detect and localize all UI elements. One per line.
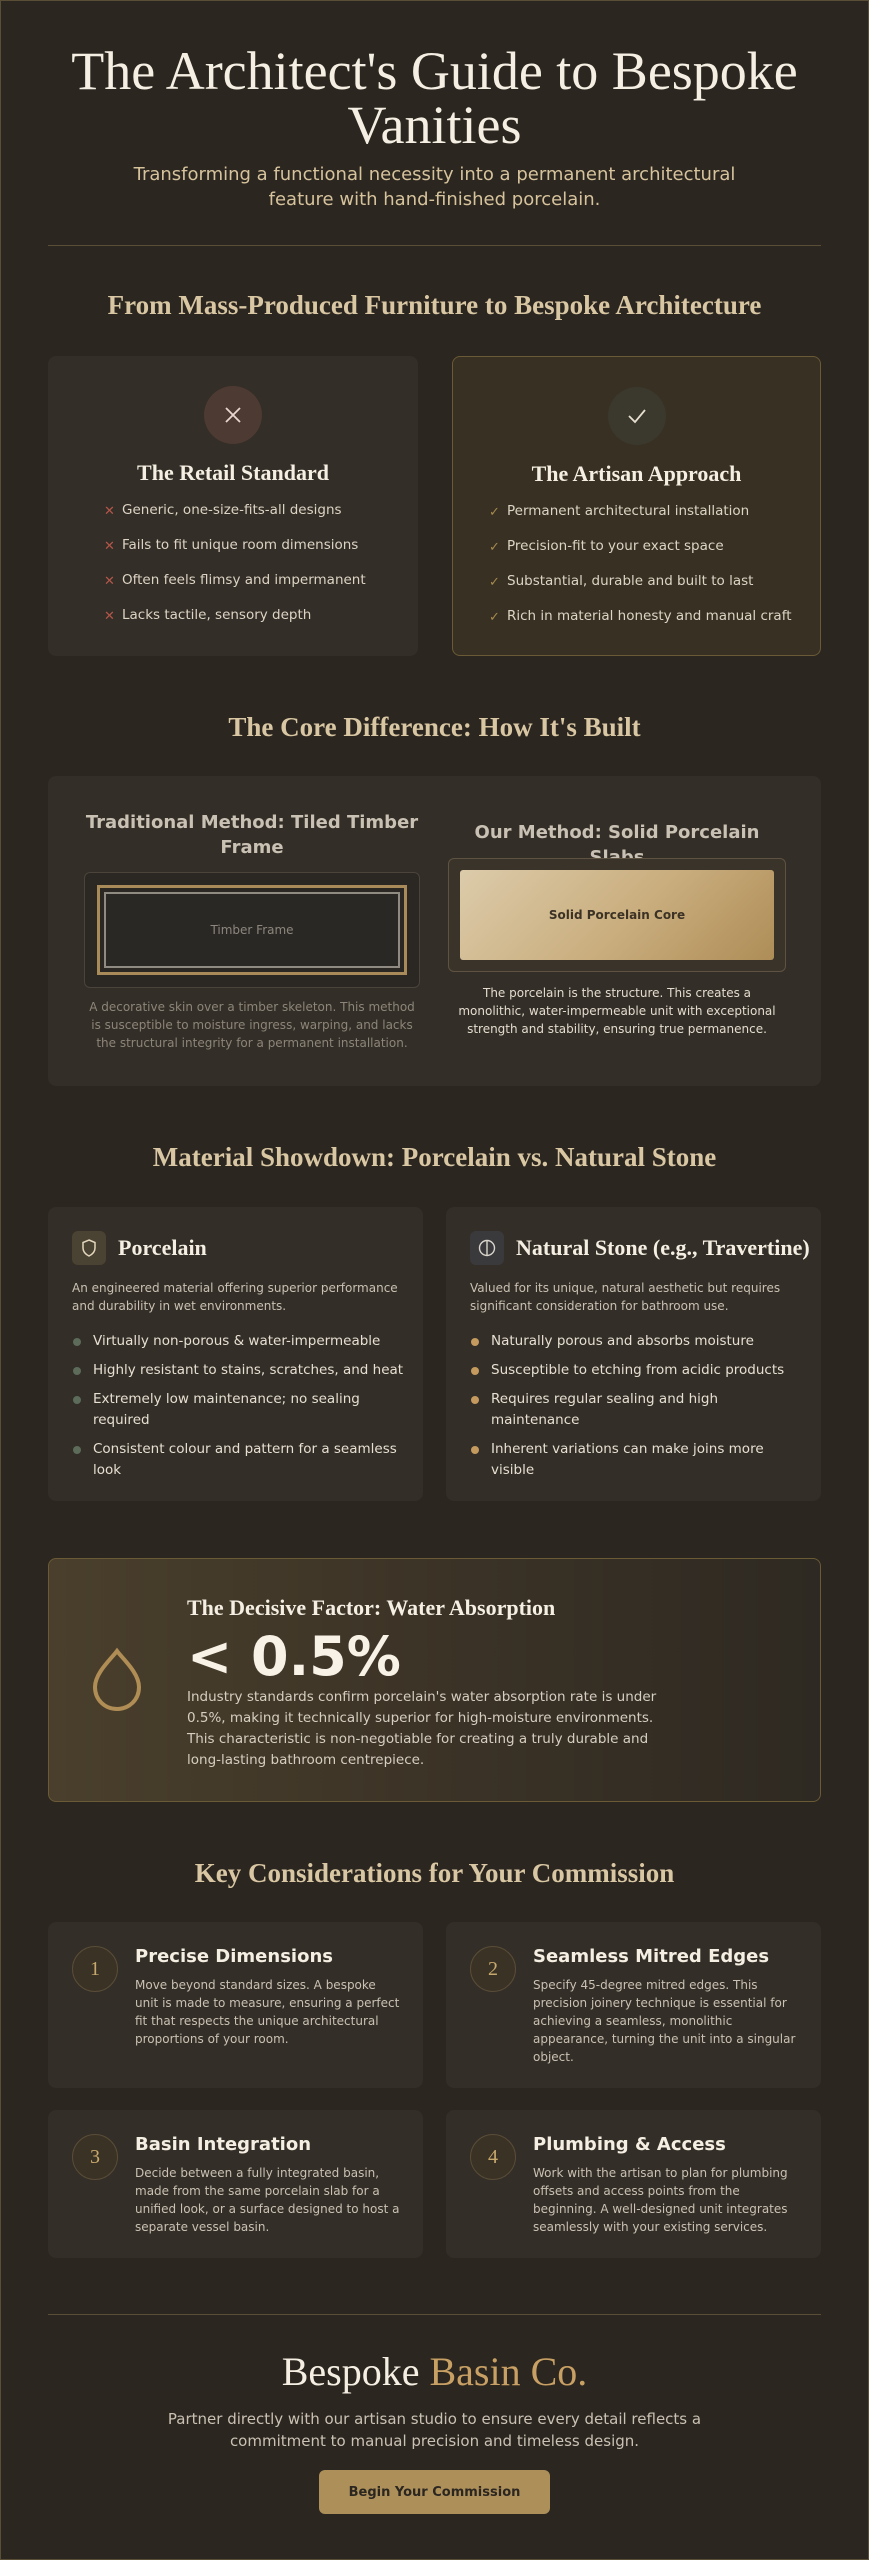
porcelain-features-list (72, 1331, 407, 1489)
x-mark-icon: ✕ (104, 504, 115, 519)
list-item: ✓ Precision-fit to your exact space (489, 538, 724, 555)
x-mark-icon: ✕ (104, 574, 115, 589)
artisan-approach-card (452, 356, 821, 656)
consideration-card-mitred-edges (446, 1922, 821, 2088)
check-mark-icon: ✓ (489, 505, 500, 520)
step-number-badge: 3 (72, 2134, 118, 2180)
consideration-description: Specify 45-degree mitred edges. This precision joinery technique is essential for achieving a seamless, monolithic appearance, turning the unit into a singular object. (533, 1978, 796, 2064)
water-absorption-description: Industry standards confirm porcelain's water absorption rate is under 0.5%, making it technically superior for high-moisture environments. This characteristic is non-negotiable for creating a truly durable and long-lasting bathroom centrepiece. (187, 1689, 657, 1768)
list-item: Extremely low maintenance; no sealing required (72, 1389, 407, 1439)
footer-divider (48, 2314, 821, 2315)
consideration-title: Plumbing & Access (533, 2134, 726, 2155)
porcelain-heading: Porcelain (118, 1235, 207, 1260)
our-method-heading: Our Method: Solid Porcelain (474, 822, 760, 843)
x-mark-icon: ✕ (104, 539, 115, 554)
list-item: ✕ Lacks tactile, sensory depth (104, 607, 312, 624)
materials-section-title: Material Showdown: Porcelain vs. Natural Stone (152, 1142, 717, 1172)
compare-section-title: From Mass-Produced Furniture to Bespoke Architecture (107, 290, 762, 320)
natural-stone-description: Valued for its unique, natural aesthetic but requires significant consideration for bathroom use. (470, 1281, 781, 1313)
bullet-dot-icon (73, 1446, 81, 1454)
bullet-dot-icon (73, 1367, 81, 1375)
list-item: Naturally porous and absorbs moisture (470, 1331, 805, 1360)
consideration-title: Precise Dimensions (135, 1946, 333, 1967)
traditional-method-heading: Traditional Method: Tiled Timber Frame (85, 812, 419, 858)
core-section-title: The Core Difference: How It's Built (228, 712, 641, 742)
considerations-section-title: Key Considerations for Your Commission (194, 1858, 675, 1888)
water-drop-icon (89, 1647, 145, 1717)
bullet-dot-icon (471, 1396, 479, 1404)
retail-standard-card (48, 356, 418, 656)
shield-icon (72, 1231, 106, 1265)
list-item: Inherent variations can make joins more visible (470, 1439, 805, 1489)
natural-stone-heading: Natural Stone (e.g., Travertine) (516, 1235, 810, 1260)
list-item: Susceptible to etching from acidic products (470, 1360, 805, 1389)
retail-standard-list (104, 502, 404, 642)
porcelain-core-label: Solid Porcelain Core (460, 870, 774, 960)
page-title: The Architect's Guide to Bespoke Vanities (71, 41, 798, 155)
bullet-dot-icon (471, 1446, 479, 1454)
consideration-card-plumbing-access (446, 2110, 821, 2258)
footer-text: Partner directly with our artisan studio to ensure every detail reflects a commitment to manual precision and timeless design. (167, 2410, 702, 2450)
stone-icon (470, 1231, 504, 1265)
list-item: ✓ Substantial, durable and built to last (489, 573, 754, 590)
list-item: ✕ Often feels flimsy and impermanent (104, 572, 366, 589)
bullet-dot-icon (73, 1396, 81, 1404)
consideration-card-precise-dimensions (48, 1922, 423, 2088)
consideration-card-basin-integration (48, 2110, 423, 2258)
timber-frame-diagram (84, 872, 420, 988)
brand-accent: Basin Co. (429, 2349, 588, 2394)
step-number-badge: 1 (72, 1946, 118, 1992)
close-icon (204, 386, 262, 444)
page-subtitle: Transforming a functional necessity into a permanent architectural feature with hand-finished porcelain. (133, 164, 736, 210)
list-item: Highly resistant to stains, scratches, and heat (72, 1360, 407, 1389)
brand-logo-text (40, 2348, 829, 2395)
consideration-title: Basin Integration (135, 2134, 312, 2155)
artisan-approach-list (489, 503, 809, 643)
porcelain-slab-diagram (448, 858, 786, 972)
consideration-description: Move beyond standard sizes. A bespoke unit is made to measure, ensuring a perfect fit that respects the unique architectural proportions of your room. (135, 1978, 400, 2046)
list-item: ✓ Permanent architectural installation (489, 503, 750, 520)
step-number-badge: 4 (470, 2134, 516, 2180)
check-mark-icon: ✓ (489, 540, 500, 555)
list-item: ✕ Generic, one-size-fits-all designs (104, 502, 342, 519)
list-item: Requires regular sealing and high maintenance (470, 1389, 805, 1439)
check-icon (608, 387, 666, 445)
begin-commission-button[interactable]: Begin Your Commission (319, 2470, 550, 2514)
water-absorption-panel (48, 1558, 821, 1802)
core-difference-panel (48, 776, 821, 1086)
retail-standard-heading: The Retail Standard (137, 460, 329, 485)
consideration-description: Decide between a fully integrated basin, made from the same porcelain slab for a unified look, or a surface designed to host a separate vessel basin. (135, 2166, 400, 2234)
x-mark-icon: ✕ (104, 609, 115, 624)
bullet-dot-icon (471, 1367, 479, 1375)
water-absorption-heading: The Decisive Factor: Water Absorption (187, 1595, 556, 1620)
list-item: ✕ Fails to fit unique room dimensions (104, 537, 359, 554)
consideration-title: Seamless Mitred Edges (533, 1946, 770, 1967)
natural-stone-features-list (470, 1331, 805, 1489)
timber-frame-outline (97, 885, 407, 975)
porcelain-description: An engineered material offering superior performance and durability in wet environments. (72, 1281, 398, 1313)
traditional-method-note: A decorative skin over a timber skeleton. This method is susceptible to moisture ingress, warping, and lacks the structural integrity for a permanent installation. (89, 1000, 415, 1050)
check-mark-icon: ✓ (489, 575, 500, 590)
list-item: Virtually non-porous & water-impermeable (72, 1331, 407, 1360)
bullet-dot-icon (471, 1338, 479, 1346)
porcelain-card (48, 1207, 423, 1501)
natural-stone-card (446, 1207, 821, 1501)
water-absorption-figure: < 0.5% (187, 1625, 401, 1688)
step-number-badge: 2 (470, 1946, 516, 1992)
bullet-dot-icon (73, 1338, 81, 1346)
timber-frame-label: Timber Frame (104, 892, 400, 968)
section-divider (48, 245, 821, 246)
consideration-description: Work with the artisan to plan for plumbing offsets and access points from the beginning. A well-designed unit integrates seamlessly with your existing services. (533, 2166, 788, 2234)
list-item: ✓ Rich in material honesty and manual craft (489, 608, 792, 625)
check-mark-icon: ✓ (489, 610, 500, 625)
brand-primary: Bespoke (281, 2349, 420, 2394)
artisan-approach-heading: The Artisan Approach (531, 461, 742, 486)
list-item: Consistent colour and pattern for a seamless look (72, 1439, 407, 1489)
our-method-note: The porcelain is the structure. This creates a monolithic, water-impermeable unit with exceptional strength and stability, ensuring true permanence. (458, 986, 776, 1036)
